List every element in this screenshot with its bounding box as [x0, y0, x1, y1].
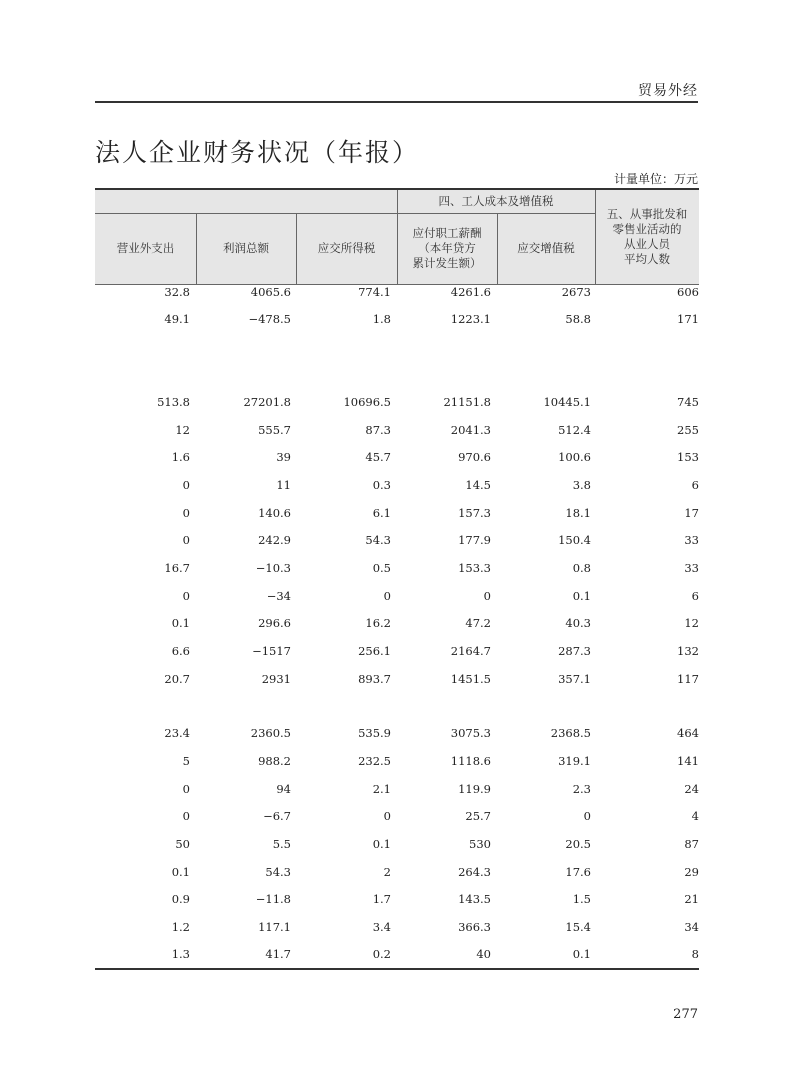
column-header: 五、从事批发和 零售业活动的 从业人员 平均人数: [606, 207, 688, 266]
table-cell: 33: [684, 533, 699, 547]
table-cell: 988.2: [258, 754, 291, 768]
table-row: [95, 558, 699, 578]
section-label: 贸易外经: [638, 83, 698, 99]
table-cell: 25.7: [465, 809, 491, 823]
table-cell: 0.1: [171, 865, 190, 879]
table-cell: 4261.6: [450, 285, 491, 299]
table-cell: 606: [677, 285, 699, 299]
table-header: [95, 188, 699, 285]
table-row: [95, 669, 699, 689]
table-cell: −6.7: [263, 809, 291, 823]
table-row: [95, 944, 699, 964]
table-cell: 0: [182, 533, 190, 547]
table-cell: 2.1: [372, 782, 391, 796]
table-cell: 0: [383, 589, 391, 603]
table-cell: 0: [182, 589, 190, 603]
table-cell: 1.3: [171, 947, 190, 961]
table-row: [95, 309, 699, 329]
table-cell: 745: [677, 395, 699, 409]
table-cell: 319.1: [558, 754, 591, 768]
table-row: [95, 447, 699, 467]
table-cell: 29: [684, 865, 699, 879]
table-cell: 21151.8: [443, 395, 491, 409]
table-cell: 255: [677, 423, 699, 437]
table-cell: 366.3: [458, 920, 491, 934]
table-row: [95, 806, 699, 826]
table-cell: 24: [684, 782, 699, 796]
table-cell: 34: [684, 920, 699, 934]
table-cell: 119.9: [458, 782, 491, 796]
table-cell: 3.4: [372, 920, 391, 934]
table-cell: 117: [677, 672, 699, 686]
column-header: 应交增值税: [517, 241, 575, 255]
table-cell: 0: [182, 809, 190, 823]
page-title: 法人企业财务状况（年报）: [95, 138, 420, 167]
table-cell: 153.3: [458, 561, 491, 575]
table-cell: 54.3: [265, 865, 291, 879]
table-cell: 2.3: [572, 782, 591, 796]
header-rule: [95, 101, 698, 103]
table-cell: 1451.5: [450, 672, 491, 686]
table-cell: 41.7: [265, 947, 291, 961]
table-cell: 49.1: [164, 312, 190, 326]
table-cell: 1223.1: [450, 312, 491, 326]
table-cell: 464: [677, 726, 699, 740]
table-cell: 4065.6: [250, 285, 291, 299]
table-row: [95, 475, 699, 495]
table-cell: 17: [684, 506, 699, 520]
unit-label: 计量单位：万元: [613, 172, 698, 186]
table-row: [95, 613, 699, 633]
table-cell: 11: [276, 478, 291, 492]
table-row: [95, 586, 699, 606]
table-cell: 58.8: [565, 312, 591, 326]
table-cell: 21: [684, 892, 699, 906]
table-row: [95, 917, 699, 937]
table-cell: 12: [175, 423, 190, 437]
table-cell: −11.8: [255, 892, 291, 906]
table-cell: 87.3: [365, 423, 391, 437]
table-cell: 264.3: [458, 865, 491, 879]
table-cell: 16.2: [365, 616, 391, 630]
page-number: 277: [673, 1007, 698, 1022]
table-cell: 0: [583, 809, 591, 823]
column-header: 应交所得税: [317, 241, 376, 255]
table-row: [95, 282, 699, 302]
table-cell: 141: [677, 754, 699, 768]
table-cell: 512.4: [558, 423, 591, 437]
column-header: 利润总额: [223, 241, 269, 255]
table-cell: 357.1: [558, 672, 591, 686]
table-cell: 32.8: [164, 285, 190, 299]
table-cell: 39: [276, 450, 291, 464]
table-cell: 0: [182, 478, 190, 492]
table-cell: 47.2: [465, 616, 491, 630]
table-cell: 15.4: [565, 920, 591, 934]
table-row: [95, 751, 699, 771]
table-cell: 40.3: [565, 616, 591, 630]
table-cell: 40: [476, 947, 491, 961]
table-cell: 12: [684, 616, 699, 630]
table-cell: 0: [182, 506, 190, 520]
table-row: [95, 530, 699, 550]
table-cell: 0: [182, 782, 190, 796]
table-row: [95, 503, 699, 523]
table-cell: 6: [691, 478, 699, 492]
table-cell: 2: [383, 865, 391, 879]
table-cell: 6.6: [171, 644, 190, 658]
table-cell: 16.7: [164, 561, 190, 575]
table-cell: 2368.5: [550, 726, 591, 740]
table-cell: 5.5: [272, 837, 291, 851]
table-cell: 2360.5: [250, 726, 291, 740]
table-cell: 970.6: [458, 450, 491, 464]
table-cell: 6: [691, 589, 699, 603]
table-cell: 10445.1: [543, 395, 591, 409]
table-row: [95, 420, 699, 440]
table-cell: 3075.3: [450, 726, 491, 740]
table-cell: 1.8: [372, 312, 391, 326]
table-cell: 150.4: [558, 533, 591, 547]
table-row: [95, 862, 699, 882]
table-cell: −478.5: [248, 312, 291, 326]
table-cell: 20.7: [164, 672, 190, 686]
table-cell: 5: [182, 754, 190, 768]
table-cell: 100.6: [558, 450, 591, 464]
table-cell: 0: [383, 809, 391, 823]
table-cell: 0.1: [572, 947, 591, 961]
table-row: [95, 834, 699, 854]
table-cell: 87: [684, 837, 699, 851]
table-cell: 0.2: [372, 947, 391, 961]
table-cell: 18.1: [565, 506, 591, 520]
table-cell: 0.1: [572, 589, 591, 603]
table-cell: 1118.6: [450, 754, 491, 768]
table-cell: 45.7: [365, 450, 391, 464]
table-row: [95, 641, 699, 661]
table-cell: 0.9: [171, 892, 190, 906]
table-cell: 287.3: [558, 644, 591, 658]
table-row: [95, 392, 699, 412]
column-header: 应付职工薪酬 （本年贷方 累计发生额）: [412, 226, 482, 270]
data-table: [95, 188, 699, 961]
table-cell: 1.5: [572, 892, 591, 906]
table-cell: 171: [677, 312, 699, 326]
table-cell: 132: [677, 644, 699, 658]
table-cell: 10696.5: [343, 395, 391, 409]
table-cell: 117.1: [258, 920, 291, 934]
table-cell: 1.6: [171, 450, 190, 464]
table-cell: −34: [266, 589, 291, 603]
table-cell: 2931: [261, 672, 291, 686]
table-cell: 157.3: [458, 506, 491, 520]
table-cell: 232.5: [358, 754, 391, 768]
table-cell: 8: [691, 947, 699, 961]
table-cell: 0.5: [372, 561, 391, 575]
table-cell: −10.3: [255, 561, 291, 575]
table-cell: 17.6: [565, 865, 591, 879]
table-cell: 555.7: [258, 423, 291, 437]
table-cell: 177.9: [458, 533, 491, 547]
table-cell: 1.7: [372, 892, 391, 906]
table-cell: 23.4: [164, 726, 190, 740]
table-cell: 0.3: [372, 478, 391, 492]
table-cell: 893.7: [358, 672, 391, 686]
table-cell: 27201.8: [243, 395, 291, 409]
table-cell: 513.8: [157, 395, 190, 409]
table-cell: 0.1: [372, 837, 391, 851]
table-row: [95, 779, 699, 799]
table-row: [95, 723, 699, 743]
table-cell: 33: [684, 561, 699, 575]
group-header: 四、工人成本及增值税: [438, 194, 554, 208]
table-cell: 242.9: [258, 533, 291, 547]
table-row: [95, 889, 699, 909]
table-cell: −1517: [252, 644, 291, 658]
table-cell: 14.5: [465, 478, 491, 492]
table-cell: 94: [276, 782, 291, 796]
table-cell: 2673: [561, 285, 591, 299]
table-cell: 50: [175, 837, 190, 851]
table-cell: 54.3: [365, 533, 391, 547]
table-cell: 535.9: [358, 726, 391, 740]
table-cell: 6.1: [372, 506, 391, 520]
table-cell: 0: [483, 589, 491, 603]
table-cell: 1.2: [171, 920, 190, 934]
table-cell: 2041.3: [450, 423, 491, 437]
table-cell: 0.8: [572, 561, 591, 575]
column-header: 营业外支出: [116, 241, 175, 255]
table-cell: 4: [691, 809, 699, 823]
table-cell: 256.1: [358, 644, 391, 658]
table-cell: 774.1: [358, 285, 391, 299]
table-cell: 143.5: [458, 892, 491, 906]
table-cell: 0.1: [171, 616, 190, 630]
table-cell: 20.5: [565, 837, 591, 851]
table-cell: 140.6: [258, 506, 291, 520]
table-cell: 296.6: [258, 616, 291, 630]
footer-rule: [95, 968, 699, 970]
table-cell: 2164.7: [450, 644, 491, 658]
table-cell: 3.8: [572, 478, 591, 492]
table-cell: 153: [677, 450, 699, 464]
table-cell: 530: [469, 837, 491, 851]
